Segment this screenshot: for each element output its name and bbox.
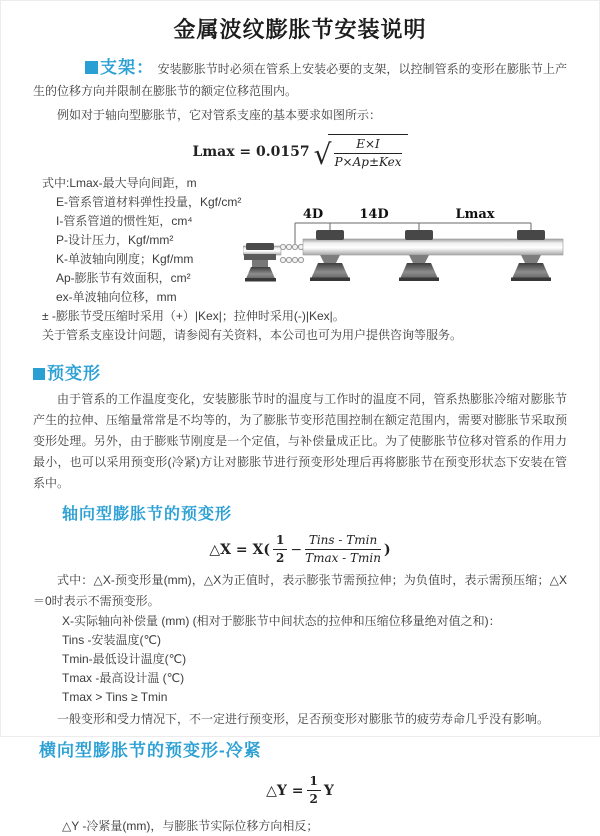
minus-sign: −: [290, 541, 303, 558]
temperature-fraction: [305, 533, 381, 566]
variable-line: E-管系管道材料弹性投量，Kgf/cm²: [56, 195, 242, 209]
predeform-heading: [33, 359, 600, 384]
dim-label-lmax: Lmax: [455, 207, 495, 222]
lmax-fraction-numerator: E×I: [334, 137, 401, 154]
variable-line: P-设计压力，Kgf/mm²: [56, 233, 174, 247]
blue-square-bullet-icon: [85, 61, 98, 74]
half-numerator: 1: [273, 533, 287, 550]
lateral-predeform-heading: 横向型膨胀节的预变形-冷紧: [39, 741, 262, 760]
bellows-icon: [280, 244, 303, 262]
dim-label-4d: 4D: [302, 207, 324, 222]
axial-predeform-heading: 轴向型膨胀节的预变形: [62, 506, 233, 523]
sign-convention-line: ± -膨胀节受压缩时采用（+）|Kex|；拉伸时采用(-)|Kex|。: [42, 309, 345, 323]
variable-line: Ap-膨胀节有效面积，cm²: [56, 271, 191, 285]
radical-body: [328, 134, 407, 170]
radical-sign: √: [313, 138, 332, 171]
axial-formula-lhs: △X = X(: [209, 541, 270, 558]
axial-explain-paragraph: 式中：△X-预变形量(mm)，△X为正值时，表示膨张节需预拉伸；为负值时，表示需预压缩；△X＝0时表示不需预变形。: [33, 573, 567, 608]
temp-fraction-denominator: Tmax - Tmin: [305, 551, 381, 565]
guide-support: [399, 230, 439, 281]
anchor-support: [243, 243, 281, 282]
variable-line: ex-单波轴向位移，mm: [56, 290, 177, 304]
axial-closing-line: 一般变形和受力情况下，不一定进行预变形，足否预变形对膨胀节的疲劳寿命几乎没有影响。: [57, 712, 550, 726]
one-half-fraction: [273, 533, 287, 566]
lmax-fraction: [334, 137, 401, 170]
pipe-support-diagram: [243, 203, 599, 299]
predeform-heading-label: 预变形: [47, 364, 101, 383]
one-half-fraction: [307, 774, 321, 807]
temp-fraction-numerator: Tins - Tmin: [305, 533, 381, 550]
variable-line: I-管系管道的惯性矩，cm⁴: [56, 214, 193, 228]
support-paragraph: [33, 57, 567, 102]
axial-formula: [0, 533, 600, 566]
half-numerator: 1: [307, 774, 321, 791]
dim-label-14d: 14D: [359, 207, 389, 222]
service-note-line: 关于管系支座设计问题，请参阅有关资料，本公司也可为用户提供咨询等服务。: [42, 328, 463, 342]
half-denominator: 2: [275, 551, 285, 565]
axial-formula-rhs: ): [384, 541, 391, 558]
axial-note-line: Tmin-最低设计温度(℃): [62, 652, 187, 666]
lateral-formula-lhs: △Y =: [266, 782, 304, 799]
lmax-formula-lhs: Lmax = 0.0157: [192, 144, 310, 160]
axial-note-line: X-实际轴向补偿量 (mm) (相对于膨胀节中间状态的拉伸和压缩位移量绝对值之和)：: [62, 614, 501, 628]
variables-and-diagram: [0, 174, 600, 350]
support-example-line: 例如对于轴向型膨胀节，它对管系支座的基本要求如图所示：: [57, 108, 382, 122]
half-denominator: 2: [309, 792, 318, 806]
predeform-paragraph: 由于管系的工作温度变化，安装膨胀节时的温度与工作时的温度不同，管系热膨胀冷缩对膨胀节产生的拉伸、压缩量常常是不均等的，为了膨胀节变形范围控制在额定范围内，需要对膨胀节采取预变形处理。另外，由于膨账节刚度是一个定值，与补偿量成正比。为了使膨胀节位移对管系的作用力最小，也可以采用预变形(冷紧)方让对膨胀节进行预变形处理后再将膨胀节在预变形状态下安装在管系中。: [33, 392, 567, 490]
pipe: [303, 239, 563, 255]
support-heading: 支架：: [100, 58, 155, 77]
support-intro-text: 安装膨胀节时必须在管系上安装必要的支架，以控制管系的变形在膨胀节上产生的位移方向并限制在膨胀节的额定位移范围内。: [33, 62, 568, 98]
lateral-note-line: △Y -冷紧量(mm)，与膨胀节实际位移方向相反；: [62, 819, 319, 833]
guide-support: [511, 230, 551, 281]
page-title: 金属波纹膨胀节安装说明: [173, 17, 427, 42]
lmax-formula: [0, 134, 600, 170]
axial-note-line: Tmax > Tins ≥ Tmin: [62, 690, 168, 704]
lateral-formula: [0, 774, 600, 807]
axial-note-line: Tins -安装温度(℃): [62, 633, 162, 647]
axial-note-line: Tmax -最高设计温 (℃): [62, 671, 185, 685]
lmax-fraction-denominator: P×Ap±Kex: [334, 155, 402, 169]
variable-line: 式中:Lmax-最大导向间距，m: [42, 176, 197, 190]
blue-square-bullet-icon: [33, 368, 45, 380]
guide-support: [310, 230, 350, 281]
variable-line: K-单波轴向刚度；Kgf/mm: [56, 252, 194, 266]
lateral-formula-rhs: Y: [323, 782, 334, 799]
